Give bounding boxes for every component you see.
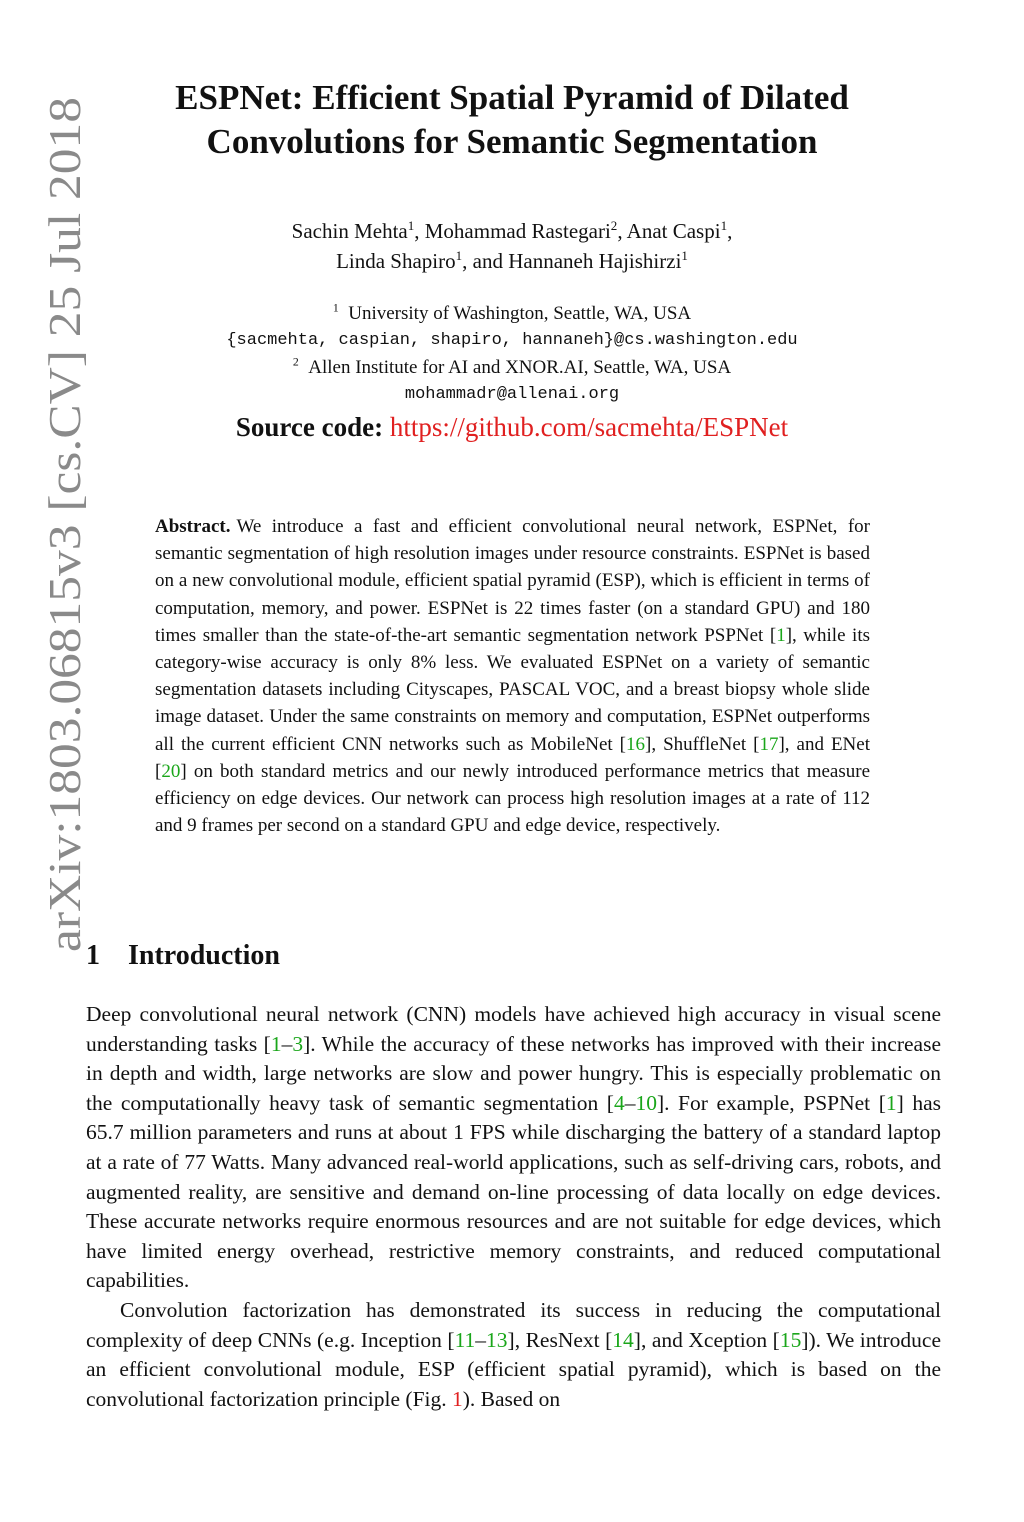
affiliations <box>120 300 904 408</box>
affiliation-2-email: mohammadr@allenai.org <box>404 385 620 404</box>
citation-link[interactable]: 10 <box>635 1090 657 1115</box>
affiliation-1 <box>120 300 904 327</box>
arxiv-identifier <box>28 96 94 956</box>
citation-link[interactable]: 1 <box>776 624 786 646</box>
abstract-text: ], ShuffleNet [ <box>645 733 760 755</box>
citation-link[interactable]: 17 <box>759 733 779 755</box>
affiliation-2 <box>120 354 904 381</box>
paragraph-text: – <box>624 1090 636 1115</box>
author-list <box>120 216 904 276</box>
section-heading <box>86 938 280 974</box>
affiliation-mark: 1 <box>332 301 339 315</box>
affiliation-text: Allen Institute for AI and XNOR.AI, Seattle, WA, USA <box>308 357 732 378</box>
citation-link[interactable]: 3 <box>292 1031 304 1056</box>
paragraph-text: – <box>475 1327 487 1352</box>
affiliation-mark: 2 <box>292 355 299 369</box>
source-code-link[interactable]: https://github.com/sacmehta/ESPNet <box>389 412 789 442</box>
citation-link[interactable]: 16 <box>626 733 645 755</box>
paragraph-text: – <box>281 1031 293 1056</box>
source-code-label: Source code: <box>235 412 384 442</box>
affiliation-1-emails: {sacmehta, caspian, shapiro, hannaneh}@cs.washington.edu <box>226 331 798 350</box>
paragraph-text: ]). We introduce an efficient convolutional module, ESP (efficient spatial pyramid), which is based on the convolutional factorization principle (Fig. <box>86 1327 941 1411</box>
figure-link[interactable]: 1 <box>452 1386 463 1411</box>
source-code-line <box>120 410 904 444</box>
paragraph <box>86 1296 941 1414</box>
abstract-text: We introduce a fast and efficient convolutional neural network, ESPNet, for semantic segmentation of high resolution images under resource constraints. ESPNet is based on a new convolutional module, efficient spatial pyramid (ESP), which is efficient in terms of computation, memory, and power. ESPNet is 22 times faster (on a standard GPU) and 180 times smaller than the state-of-the-art semantic segmentation network PSPNet [ <box>155 516 870 646</box>
author-name: Hannaneh Hajishirzi <box>508 249 682 273</box>
abstract-text: ], while its category-wise accuracy is only 8% less. We evaluated ESPNet on a variety of semantic segmentation datasets including Cityscapes, PASCAL VOC, and a breast biopsy whole slide image dataset. Under the same constraints on memory and computation, ESPNet outperforms all the current efficient CNN networks such as MobileNet [ <box>155 624 870 755</box>
author-name: Sachin Mehta <box>291 219 408 243</box>
arxiv-identifier-text: arXiv:1803.06815v3 [cs.CV] 25 Jul 2018 <box>39 187 90 952</box>
section-number: 1 <box>86 940 100 971</box>
author-name: Anat Caspi <box>626 219 721 243</box>
citation-link[interactable]: 1 <box>270 1031 282 1056</box>
paragraph-text: ], and Xception [ <box>633 1327 780 1352</box>
arxiv-identifier-graphic <box>28 96 94 956</box>
abstract-text: ] on both standard metrics and our newly introduced performance metrics that measure efficiency on edge devices. Our network can process high resolution images at a rate of 112 and 9 frames per second on a standard GPU and edge device, respectively. <box>155 760 870 837</box>
abstract-text: ], and ENet [ <box>155 733 870 782</box>
citation-link[interactable]: 15 <box>779 1327 802 1352</box>
paragraph-text: ]. For example, PSPNet [ <box>656 1090 886 1115</box>
abstract-label: Abstract. <box>155 516 231 537</box>
author-name: Mohammad Rastegari <box>424 219 611 243</box>
author-affil-mark: 1 <box>681 247 688 263</box>
title-line-1: ESPNet: Efficient Spatial Pyramid of Dilated <box>175 78 849 117</box>
citation-link[interactable]: 14 <box>612 1327 634 1352</box>
citation-link[interactable]: 13 <box>486 1327 508 1352</box>
author-affil-mark: 1 <box>455 247 463 263</box>
paragraph <box>86 1000 941 1296</box>
author-name: Linda Shapiro <box>336 249 456 273</box>
abstract <box>155 513 870 839</box>
author-line-1: Sachin Mehta$^1$, Mohammad Rastegari$^2$, Anat Caspi$^1$, <box>291 217 733 243</box>
author-affil-mark: 1 <box>407 217 415 233</box>
section-title: Introduction <box>128 940 280 971</box>
paragraph-text: ). Based on <box>462 1386 561 1411</box>
author-affil-mark: 2 <box>610 217 618 233</box>
citation-link[interactable]: 11 <box>454 1327 476 1352</box>
citation-link[interactable]: 20 <box>161 760 181 782</box>
introduction-body <box>86 1000 941 1414</box>
paragraph-text: ]. While the accuracy of these networks has improved with their increase in depth and width, large networks are slow and power hungry. This is especially problematic on the computationally heavy task of semantic segmentation [ <box>86 1031 942 1115</box>
author-line-2: Linda Shapiro$^1$, and Hannaneh Hajishirzi$^1$ <box>336 247 688 273</box>
paragraph-text: Deep convolutional neural network (CNN) models have achieved high accuracy in visual scene understanding tasks [ <box>86 1002 941 1056</box>
title-line-2: Convolutions for Semantic Segmentation <box>206 122 818 161</box>
author-affil-mark: 1 <box>720 217 728 233</box>
paragraph-text: ], ResNext [ <box>507 1327 613 1352</box>
citation-link[interactable]: 1 <box>885 1090 897 1115</box>
paper-title <box>120 76 904 164</box>
paragraph-text: Convolution factorization has demonstrated its success in reducing the computational complexity of deep CNNs (e.g. Inception [ <box>86 1297 941 1352</box>
affiliation-text: University of Washington, Seattle, WA, USA <box>348 303 692 324</box>
citation-link[interactable]: 4 <box>613 1090 625 1115</box>
paragraph-text: ] has 65.7 million parameters and runs at about 1 FPS while discharging the battery of a standard laptop at a rate of 77 Watts. Many advanced real-world applications, such as self-driving cars, robots, and augmented reality, are sensitive and demand on-line processing of data locally on edge devices. These accurate networks require enormous resources and are not suitable for edge devices, which have limited energy overhead, restrictive memory constraints, and reduced computational capabilities. <box>86 1090 941 1293</box>
